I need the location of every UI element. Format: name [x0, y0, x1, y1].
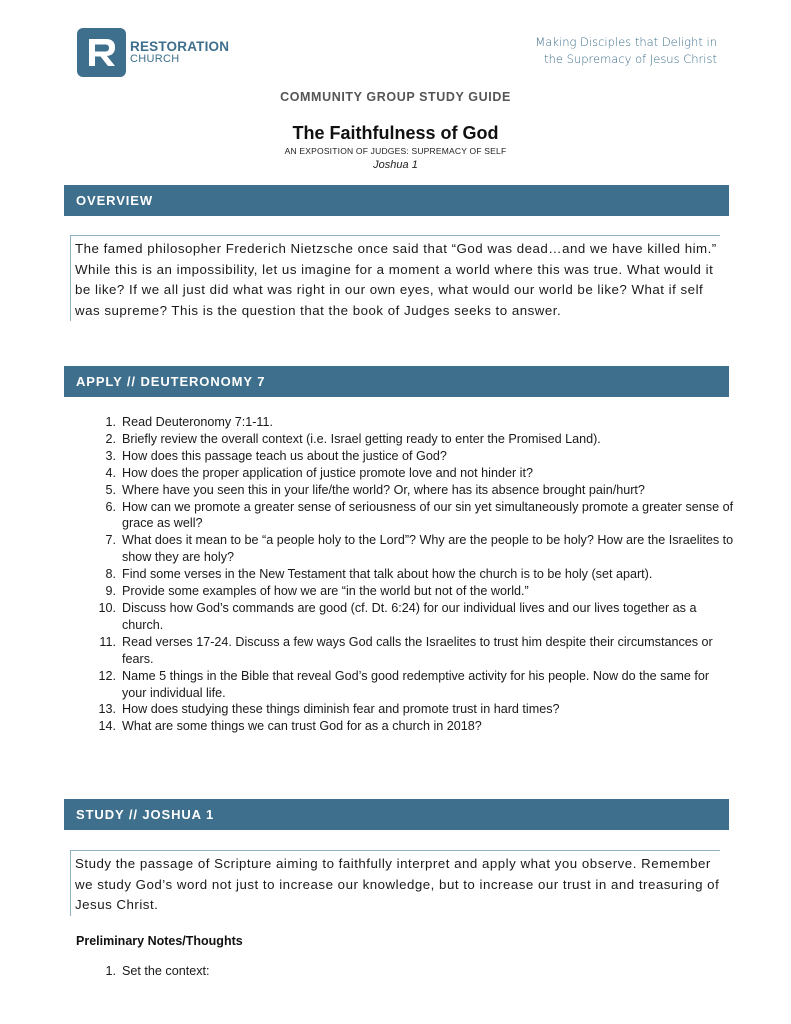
logo-wordmark-line1: RESTORATION	[130, 38, 230, 54]
document-passage: Joshua 1	[373, 159, 418, 171]
list-item: 10. Discuss how God’s commands are good (cf. Dt. 6:24) for our individual lives and our lives together as a church.	[98, 600, 697, 632]
list-item: 4. How does the proper application of justice promote love and not hinder it?	[105, 465, 533, 480]
church-tagline	[535, 34, 717, 68]
logo-wordmark-line2: CHURCH	[130, 53, 180, 66]
list-item: 1. Read Deuteronomy 7:1-11.	[105, 415, 273, 429]
list-item: 14. What are some things we can trust God for as a church in 2018?	[98, 719, 482, 734]
list-item: 8. Find some verses in the New Testament that talk about how the church is to be holy (set apart).	[105, 567, 653, 582]
notes-list	[97, 963, 210, 980]
restoration-r-logo-icon	[77, 28, 126, 77]
list-item: 9. Provide some examples of how we are “in the world but not of the world.”	[105, 584, 529, 599]
list-item: 13. How does studying these things diminish fear and promote trust in hard times?	[98, 702, 560, 717]
study-section-heading: STUDY // JOSHUA 1	[64, 799, 729, 830]
apply-section-heading: APPLY // DEUTERONOMY 7	[64, 366, 729, 397]
list-item: 3. How does this passage teach us about the justice of God?	[105, 448, 447, 463]
list-item: 2. Briefly review the overall context (i.e. Israel getting ready to enter the Promised Land).	[105, 431, 601, 446]
tagline-line1: Making Disciples that Delight in	[535, 35, 717, 49]
overview-section-heading: OVERVIEW	[64, 185, 729, 216]
guide-title: COMMUNITY GROUP STUDY GUIDE	[280, 90, 511, 104]
church-logo	[77, 28, 229, 77]
list-item: 11. Read verses 17-24. Discuss a few ways God calls the Israelites to trust him despite their circumstances or fears.	[99, 634, 713, 666]
tagline-line2: the Supremacy of Jesus Christ	[544, 52, 717, 66]
apply-question-list	[97, 414, 737, 735]
notes-heading: Preliminary Notes/Thoughts	[76, 934, 243, 948]
study-intro-text: Study the passage of Scripture aiming to faithfully interpret and apply what you observe. Remember we study God’s word not just to increase our knowledge, but to increase our trust in and treasuring of Jesus Christ.	[70, 850, 720, 916]
list-item: 12. Name 5 things in the Bible that reveal God’s good redemptive activity for his people. Now do the same for your individual life.	[98, 668, 710, 700]
list-item: 5. Where have you seen this in your life/the world? Or, where has its absence brought pain/hurt?	[105, 482, 645, 497]
list-item: 6. How can we promote a greater sense of seriousness of our sin yet simultaneously promote a greater sense of grace as well?	[105, 499, 734, 531]
document-title: The Faithfulness of God	[292, 123, 499, 143]
list-item: 1. Set the context:	[105, 964, 210, 978]
document-subtitle: AN EXPOSITION OF JUDGES: SUPREMACY OF SELF	[284, 146, 507, 156]
list-item: 7. What does it mean to be “a people holy to the Lord”? Why are the people to be holy? How are the Israelites to show they are holy?	[105, 533, 734, 565]
overview-text: The famed philosopher Frederich Nietzsche once said that “God was dead…and we have killed him.” While this is an impossibility, let us imagine for a moment a world where this was true. What would it be like? If we all just did what was right in our own eyes, what would our world be like? What if self was supreme? This is the question that the book of Judges seeks to answer.	[70, 235, 720, 321]
